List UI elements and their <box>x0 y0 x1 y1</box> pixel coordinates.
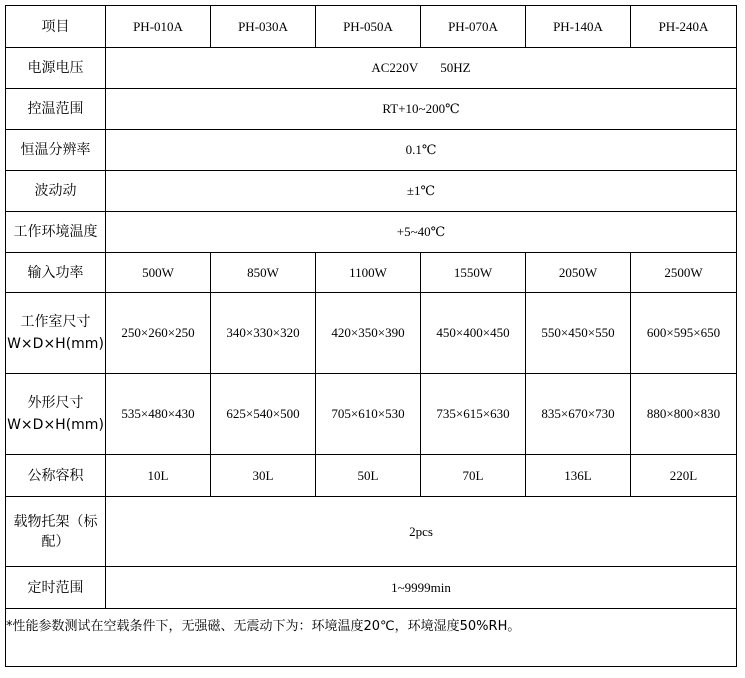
table-cell: 136L <box>526 455 631 497</box>
volume-row <box>6 455 737 497</box>
row-label <box>6 374 106 455</box>
table-cell: 420×350×390 <box>316 293 421 374</box>
power-supply-row <box>6 48 737 89</box>
table-cell: 10L <box>106 455 211 497</box>
ambient-temp-value: +5~40℃ <box>106 212 737 253</box>
row-label: 工作环境温度 <box>6 212 106 253</box>
temp-resolution-value: 0.1℃ <box>106 130 737 171</box>
header-label: 项目 <box>6 6 106 48</box>
table-cell: 600×595×650 <box>631 293 737 374</box>
table-cell: 340×330×320 <box>211 293 316 374</box>
chamber-size-row <box>6 293 737 374</box>
table-cell: 550×450×550 <box>526 293 631 374</box>
frequency-value: 50HZ <box>440 60 471 75</box>
footnote-row <box>6 609 737 667</box>
table-cell: 625×540×500 <box>211 374 316 455</box>
table-cell: 50L <box>316 455 421 497</box>
header-row <box>6 6 737 48</box>
row-label <box>6 293 106 374</box>
row-label: 控温范围 <box>6 89 106 130</box>
table-cell: 250×260×250 <box>106 293 211 374</box>
table-cell: 1100W <box>316 253 421 293</box>
model-name: PH-240A <box>631 6 737 48</box>
chamber-size-unit: W×D×H(mm) <box>7 336 104 352</box>
table-cell: 705×610×530 <box>316 374 421 455</box>
table-cell: 850W <box>211 253 316 293</box>
model-name: PH-140A <box>526 6 631 48</box>
row-label: 恒温分辨率 <box>6 130 106 171</box>
table-cell: 835×670×730 <box>526 374 631 455</box>
model-name: PH-070A <box>421 6 526 48</box>
fluctuation-row <box>6 171 737 212</box>
row-label: 公称容积 <box>6 455 106 497</box>
table-cell: 500W <box>106 253 211 293</box>
footnote: *性能参数测试在空载条件下，无强磁、无震动下为：环境温度20℃，环境湿度50%RH。 <box>6 609 737 667</box>
power-supply-value <box>106 48 737 89</box>
table-cell: 450×400×450 <box>421 293 526 374</box>
ambient-temp-row <box>6 212 737 253</box>
row-label: 电源电压 <box>6 48 106 89</box>
table-cell: 2050W <box>526 253 631 293</box>
spec-table <box>5 5 737 667</box>
table-cell: 70L <box>421 455 526 497</box>
row-label: 定时范围 <box>6 567 106 609</box>
table-cell: 880×800×830 <box>631 374 737 455</box>
temp-range-value: RT+10~200℃ <box>106 89 737 130</box>
timer-value: 1~9999min <box>106 567 737 609</box>
shelves-row <box>6 497 737 567</box>
model-name: PH-010A <box>106 6 211 48</box>
row-label: 输入功率 <box>6 253 106 293</box>
temp-range-row <box>6 89 737 130</box>
table-cell: 30L <box>211 455 316 497</box>
voltage-value: AC220V <box>371 60 419 75</box>
model-name: PH-050A <box>316 6 421 48</box>
row-label: 波动动 <box>6 171 106 212</box>
table-cell: 220L <box>631 455 737 497</box>
outer-size-row <box>6 374 737 455</box>
outer-size-label: 外形尺寸 <box>27 395 84 411</box>
table-cell: 1550W <box>421 253 526 293</box>
table-cell: 735×615×630 <box>421 374 526 455</box>
temp-resolution-row <box>6 130 737 171</box>
table-cell: 535×480×430 <box>106 374 211 455</box>
input-power-row <box>6 253 737 293</box>
table-cell: 2500W <box>631 253 737 293</box>
outer-size-unit: W×D×H(mm) <box>7 417 104 433</box>
model-name: PH-030A <box>211 6 316 48</box>
chamber-size-label: 工作室尺寸 <box>20 314 91 330</box>
timer-row <box>6 567 737 609</box>
row-label: 载物托架（标配） <box>6 497 106 567</box>
shelves-value: 2pcs <box>106 497 737 567</box>
fluctuation-value: ±1℃ <box>106 171 737 212</box>
